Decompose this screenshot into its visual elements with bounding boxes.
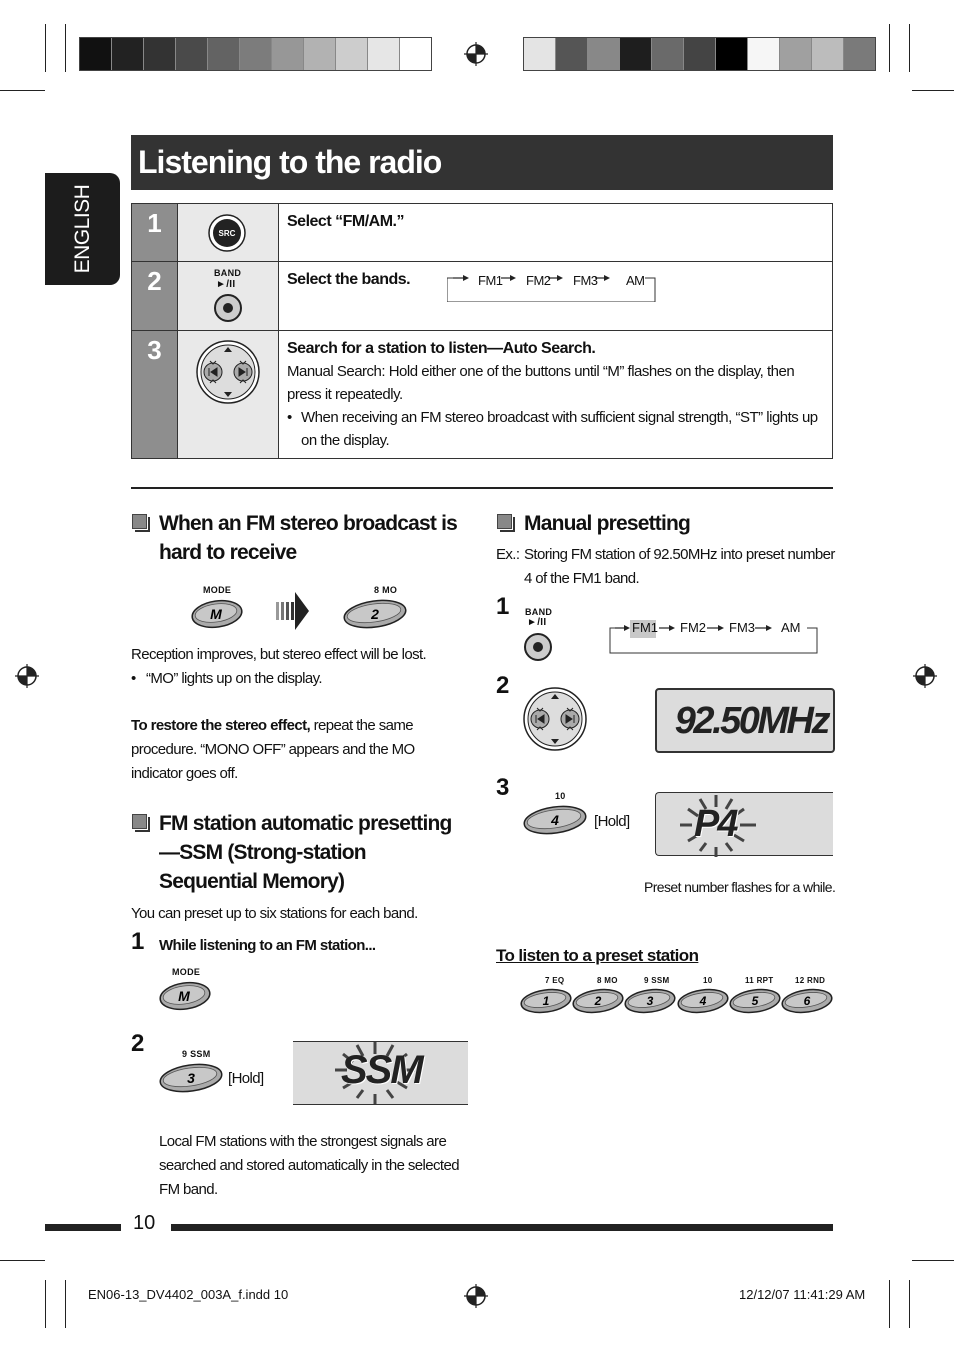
preset-key-label: 2 [371,606,379,622]
ssm-heading: FM station automatic presetting —SSM (Strong-station Sequential Memory) [159,812,452,893]
preset-key-label: 3 [646,994,654,1008]
section-divider [131,487,833,489]
ssm-display [293,1041,468,1105]
mode-key-label: M [178,988,190,1004]
arrow-right-icon [276,590,310,632]
preset-4-button[interactable] [522,804,588,836]
steps-table [131,203,833,459]
preset-5-label: 11 RPT [745,976,774,985]
mode-button[interactable] [158,980,212,1012]
page-number: 10 [133,1212,156,1234]
step-instruction: Search for a station to listen—Auto Search. [287,340,596,357]
frequency-display [655,688,835,753]
step-bullet-text: When receiving an FM stereo broadcast with sufficient signal strength, “ST” lights up on the display. [301,409,818,449]
preset-caption: Preset number flashes for a while. [644,879,836,895]
preset-key-label: 1 [542,994,550,1008]
ssm-step-2-number: 2 [131,1030,145,1057]
preset-key-label: 3 [187,1070,195,1086]
step-text-cell [279,204,832,261]
play-pause-label: ►/II [216,279,236,290]
footer-bar-left [45,1224,121,1231]
seek-buttons[interactable] [522,686,588,752]
play-pause-label: ►/II [527,617,547,628]
crop-mark [909,1280,910,1328]
ssm-step-1-number: 1 [131,928,145,955]
band-button-icon [213,293,243,323]
registration-mark-icon [462,40,490,68]
ssm-step-1-text: While listening to an FM station... [159,937,376,954]
restore-bold: To restore the stereo effect, [131,717,311,734]
flow-fm3: FM3 [729,620,755,635]
step-icon-cell [177,331,279,458]
step-number: 1 [132,204,177,261]
crop-mark [912,1260,954,1261]
ssm-key-label: 9 SSM [182,1049,211,1059]
seek-buttons-icon [195,339,261,405]
crop-mark [889,24,890,72]
preset-1-label: 7 EQ [545,976,565,985]
crop-mark [65,1280,66,1328]
preset-2-button[interactable] [342,598,408,630]
color-bar-right [523,37,876,71]
step-text-cell [279,331,832,458]
footer-timestamp: 12/12/07 11:41:29 AM [739,1287,866,1302]
flow-fm1: FM1 [478,273,503,288]
flow-am: AM [626,273,645,288]
registration-mark-icon [13,662,41,690]
hold-label: [Hold] [228,1070,264,1087]
preset-key-label: 5 [751,994,759,1008]
footer-file-info: EN06-13_DV4402_003A_f.indd 10 [88,1287,289,1302]
step-row [132,331,832,458]
preset-key-label: 4 [551,812,559,828]
fm-stereo-text: Reception improves, but stereo effect will be lost. [131,646,427,663]
crop-mark [65,24,66,72]
step-instruction: Select “FM/AM.” [287,213,404,230]
step-number: 2 [132,262,177,330]
band-button-label: BAND [214,268,242,278]
preset-4-label: 10 [703,976,713,985]
example-label: Ex.: [496,546,520,563]
flow-am: AM [781,620,801,635]
fm-stereo-heading: When an FM stereo broadcast is hard to receive [159,512,458,564]
preset-display-text: P4 [694,803,737,845]
example-text: Storing FM station of 92.50MHz into preset number 4 of the FM1 band. [524,546,835,587]
src-button-icon [207,213,247,253]
ssm-intro: You can preset up to six stations for each band. [131,905,418,922]
preset-6-label: 12 RND [795,976,826,985]
flow-fm1: FM1 [632,620,658,635]
preset-4-label: 10 [555,791,566,801]
flow-fm2: FM2 [526,273,551,288]
section-bullet-icon [497,514,512,529]
preset-display [655,792,833,856]
crop-mark [889,1280,890,1328]
registration-mark-icon [911,662,939,690]
manual-heading: Manual presetting [524,512,691,535]
frequency-text: 92.50MHz [674,700,828,742]
band-button-label: BAND [525,607,553,617]
mode-button-label: MODE [203,585,232,595]
step-row [132,262,832,331]
preset-key-label: 4 [699,994,707,1008]
preset-3-label: 9 SSM [644,976,670,985]
mo-button-label: 8 MO [374,585,398,595]
restore-stereo-text [131,714,466,786]
footer-bar-right [171,1224,833,1231]
fm-stereo-bullet-text: “MO” lights up on the display. [146,670,322,687]
mode-button[interactable] [190,598,244,630]
mode-button-label: MODE [172,967,201,977]
listen-preset-heading: To listen to a preset station [496,946,699,965]
flow-fm3: FM3 [573,273,598,288]
step-icon-cell [177,262,279,330]
crop-mark [45,24,46,72]
preset-3-button[interactable] [158,1062,224,1094]
hold-label: [Hold] [594,813,630,830]
color-bar-left [79,37,432,71]
page-title: Listening to the radio [131,135,833,190]
step-instruction: Select the bands. [287,271,411,288]
restore-desc: repeat the same procedure. “MONO OFF” appears and the MO indicator goes off. [131,717,415,782]
preset-key-label: 6 [803,994,811,1008]
crop-mark [0,1260,45,1261]
manual-step-1-number: 1 [496,593,510,620]
crop-mark [909,24,910,72]
ssm-result: Local FM stations with the strongest signals are searched and stored automatically in the selected FM band. [159,1133,459,1198]
language-tab [45,173,120,285]
preset-buttons[interactable] [518,986,836,1016]
preset-2-label: 8 MO [597,976,618,985]
registration-mark-icon [462,1282,490,1310]
step-icon-cell [177,204,279,261]
crop-mark [45,1280,46,1328]
step-row [132,204,832,262]
src-button-label: SRC [218,229,236,238]
mode-key-label: M [210,606,222,622]
preset-buttons-row [518,976,836,1018]
manual-step-3-number: 3 [496,774,510,801]
crop-mark [912,90,954,91]
ssm-display-text: SSM [341,1048,422,1092]
section-bullet-icon [132,514,147,529]
flow-fm2: FM2 [680,620,706,635]
manual-step-2-number: 2 [496,672,510,699]
preset-key-label: 2 [594,994,602,1008]
step-bullet: • When receiving an FM stereo broadcast with sufficient signal strength, “ST” lights up on the display. [287,406,824,452]
step-text-cell [279,262,832,330]
band-button[interactable] [523,632,553,662]
step-number: 3 [132,331,177,458]
crop-mark [0,90,45,91]
fm-stereo-bullet: • “MO” lights up on the display. [131,667,461,691]
section-bullet-icon [132,814,147,829]
step-description: Manual Search: Hold either one of the buttons until “M” flashes on the display, then press it repeatedly. [287,363,795,403]
language-label: ENGLISH [71,184,94,274]
